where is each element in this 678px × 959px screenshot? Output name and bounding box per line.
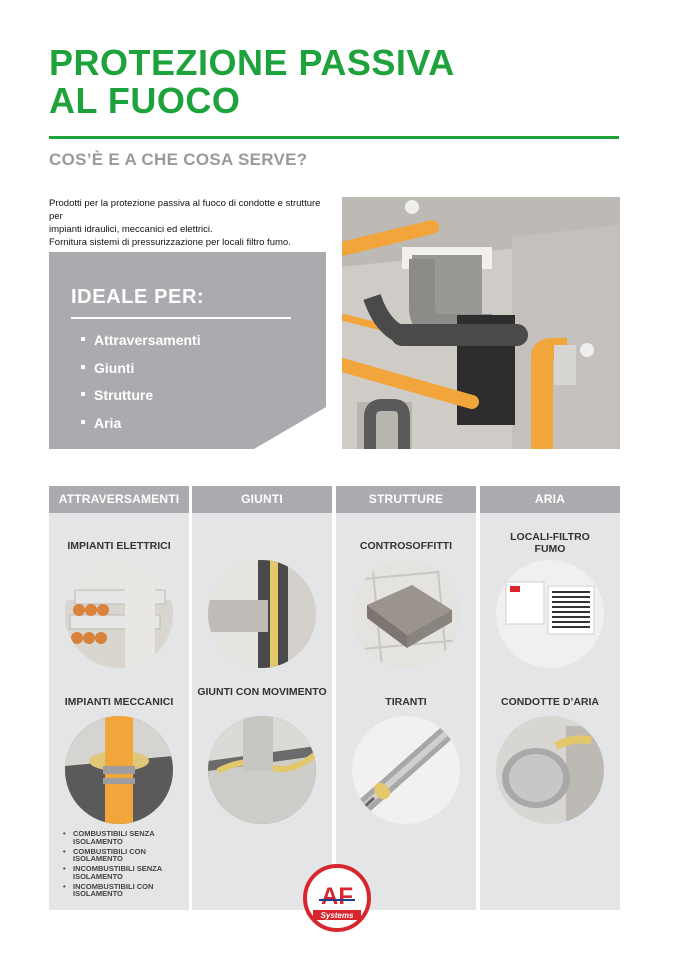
column-attraversamenti [49,486,189,910]
ideal-for-underline [71,317,291,319]
af-systems-logo [303,864,371,932]
cell-label: IMPIANTI MECCANICI [64,696,174,708]
page-title-line1: PROTEZIONE PASSIVA [49,42,455,83]
smoke-filter-room-image [496,560,604,668]
penetration-types-list [63,830,187,900]
title-divider [49,136,619,139]
column-giunti [192,486,332,910]
cell-label: TIRANTI [385,696,427,708]
penetration-type-item: • INCOMBUSTIBILI SENZA ISOLAMENTO [63,865,187,880]
joint-image [208,560,316,668]
ideal-item: Attraversamenti [81,330,201,358]
cell-label: LOCALI-FILTRO FUMO [510,531,590,555]
column-header: STRUTTURE [336,486,476,513]
column-strutture [336,486,476,910]
intro-line1: Prodotti per la protezione passiva al fuoco di condotte e strutture per [49,198,321,222]
application-table [49,486,620,910]
penetration-type-item: • COMBUSTIBILI SENZA ISOLAMENTO [63,830,187,845]
cell-label: CONTROSOFFITTI [359,540,453,552]
intro-line3: Fornitura sistemi di pressurizzazione per locali filtro fumo. [49,237,291,248]
mechanical-installations-image [65,716,173,824]
column-header: GIUNTI [192,486,332,513]
ideal-for-list [81,330,201,440]
hero-illustration [342,197,620,449]
penetration-type-item: • INCOMBUSTIBILI CON ISOLAMENTO [63,883,187,898]
column-header: ARIA [480,486,620,513]
tie-rod-image [352,716,460,824]
page-subtitle: COS’È E A CHE COSA SERVE? [49,150,308,169]
ideal-for-panel [49,252,326,449]
page-title-line2: AL FUOCO [49,80,241,121]
ideal-item: Strutture [81,385,201,413]
column-aria [480,486,620,910]
ideal-item: Giunti [81,358,201,386]
cell-label: GIUNTI CON MOVIMENTO [197,686,327,698]
intro-line2: impianti idraulici, meccanici ed elettrici. [49,224,213,235]
air-duct-image [496,716,604,824]
penetration-type-item: • COMBUSTIBILI CON ISOLAMENTO [63,848,187,863]
electrical-installations-image [65,560,173,668]
cell-label: IMPIANTI ELETTRICI [67,540,171,552]
ideal-for-title: IDEALE PER: [71,286,205,308]
intro-text [49,197,334,249]
ideal-item: Aria [81,413,201,441]
column-header: ATTRAVERSAMENTI [49,486,189,513]
cell-label: CONDOTTE D’ARIA [501,696,599,708]
page-title [49,44,569,120]
svg-text:Systems: Systems [320,911,354,920]
moving-joint-image [208,716,316,824]
false-ceiling-image [352,560,460,668]
svg-text:AF: AF [321,883,353,910]
